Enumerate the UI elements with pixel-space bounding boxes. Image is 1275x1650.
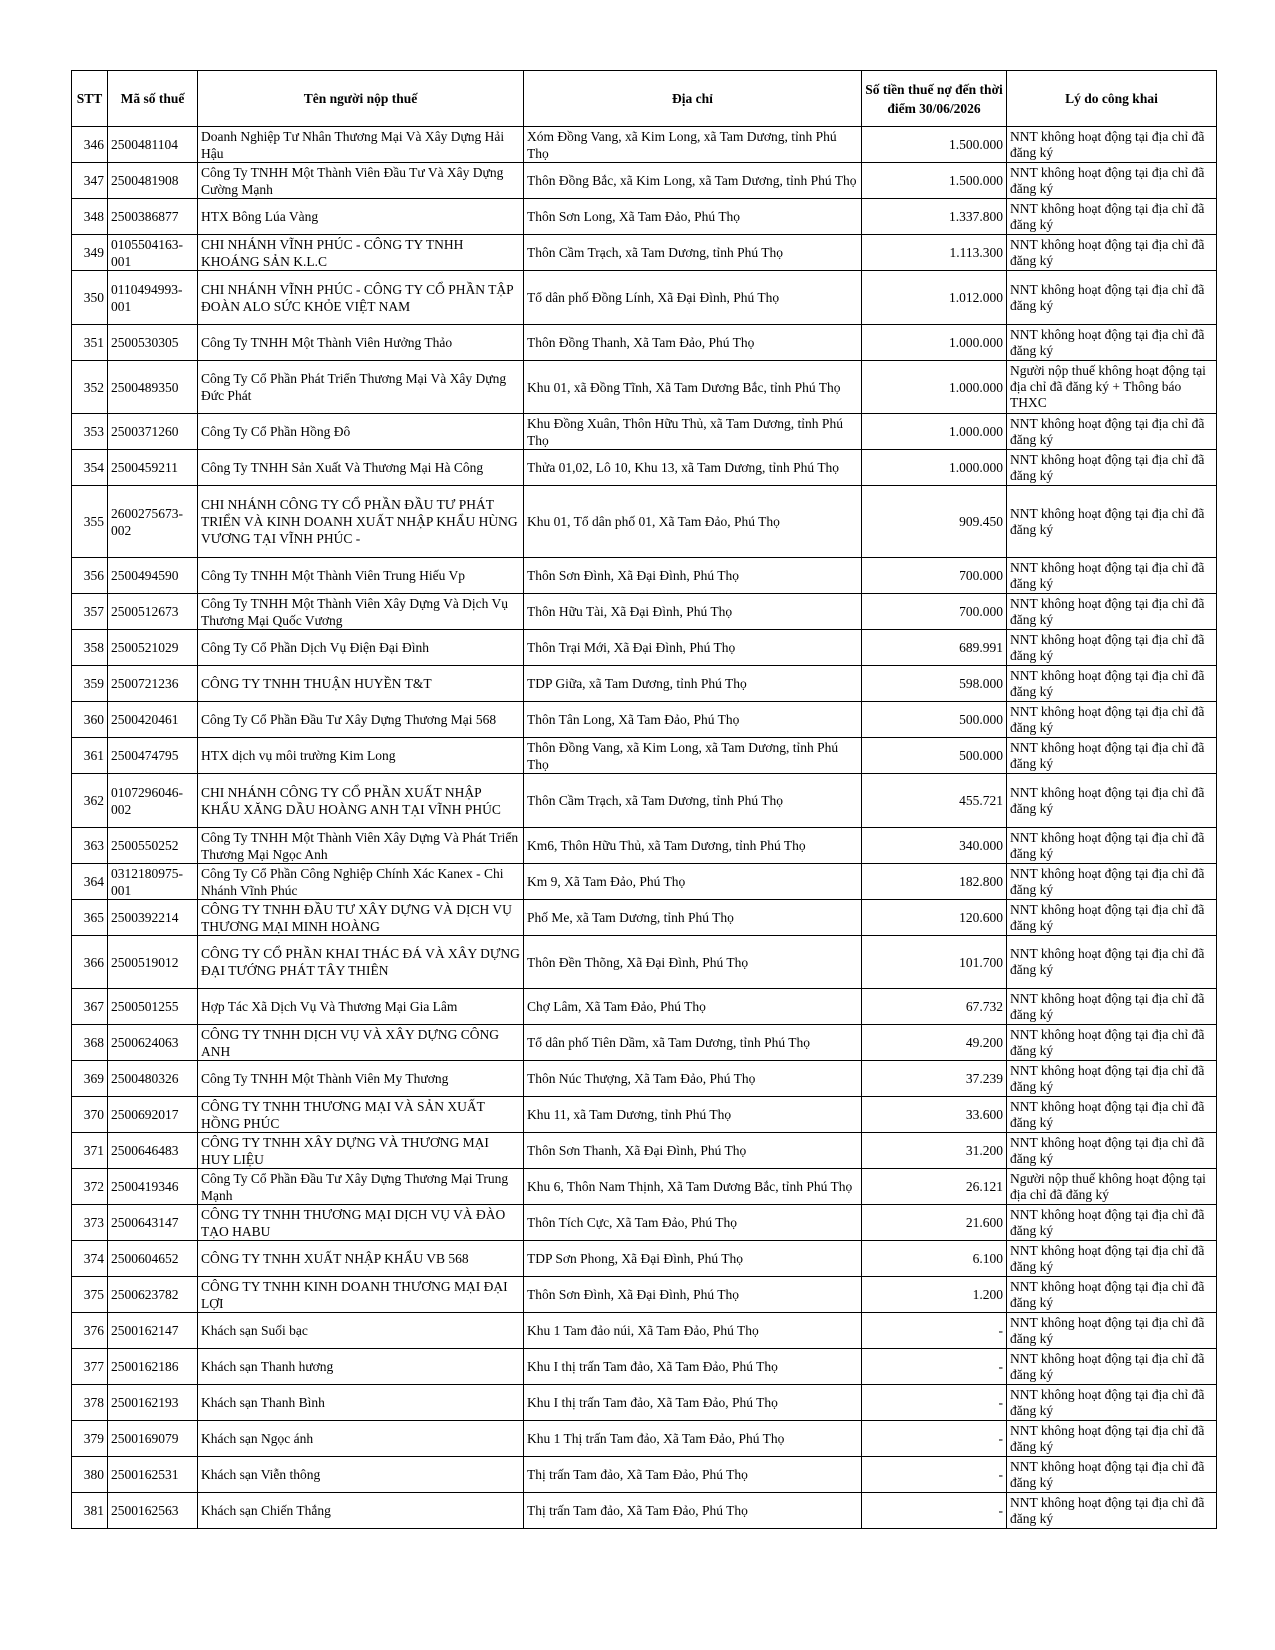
address-cell: Thửa 01,02, Lô 10, Khu 13, xã Tam Dương, tỉnh Phú Thọ [524,450,862,486]
debt-amount-cell: 33.600 [862,1097,1007,1133]
debt-amount-cell: 500.000 [862,702,1007,738]
tax-code-cell: 2500162147 [108,1313,198,1349]
address-cell: Km6, Thôn Hữu Thủ, xã Tam Dương, tỉnh Phú Thọ [524,828,862,864]
header-address: Địa chỉ [524,71,862,127]
table-row [72,594,1217,630]
row-number: 353 [72,414,108,450]
row-number: 362 [72,774,108,828]
taxpayer-name-cell: Công Ty Cổ Phần Đầu Tư Xây Dựng Thương Mại 568 [198,702,524,738]
taxpayer-name-cell: CÔNG TY TNHH XUẤT NHẬP KHẨU VB 568 [198,1241,524,1277]
address-cell: Tổ dân phố Tiên Dầm, xã Tam Dương, tỉnh Phú Thọ [524,1025,862,1061]
taxpayer-name-cell: Công Ty TNHH Một Thành Viên My Thương [198,1061,524,1097]
reason-cell: NNT không hoạt động tại địa chỉ đã đăng ký [1007,1205,1217,1241]
address-cell: Km 9, Xã Tam Đảo, Phú Thọ [524,864,862,900]
tax-code-cell: 2500721236 [108,666,198,702]
table-row [72,361,1217,414]
reason-cell: NNT không hoạt động tại địa chỉ đã đăng ký [1007,558,1217,594]
address-cell: Khu 1 Tam đảo núi, Xã Tam Đảo, Phú Thọ [524,1313,862,1349]
row-number: 354 [72,450,108,486]
reason-cell: NNT không hoạt động tại địa chỉ đã đăng ký [1007,864,1217,900]
taxpayer-name-cell: CÔNG TY TNHH DỊCH VỤ VÀ XÂY DỰNG CÔNG ANH [198,1025,524,1061]
taxpayer-name-cell: Công Ty Cổ Phần Công Nghiệp Chính Xác Kanex - Chi Nhánh Vĩnh Phúc [198,864,524,900]
tax-code-cell: 2500512673 [108,594,198,630]
tax-code-cell: 2500623782 [108,1277,198,1313]
address-cell: Khu 01, xã Đồng Tĩnh, Xã Tam Dương Bắc, tỉnh Phú Thọ [524,361,862,414]
tax-code-cell: 2500643147 [108,1205,198,1241]
address-cell: Khu 11, xã Tam Dương, tỉnh Phú Thọ [524,1097,862,1133]
debt-amount-cell: - [862,1313,1007,1349]
debt-amount-cell: 1.500.000 [862,127,1007,163]
address-cell: Thôn Đồng Bắc, xã Kim Long, xã Tam Dương, tỉnh Phú Thọ [524,163,862,199]
table-row [72,414,1217,450]
debt-amount-cell: 1.000.000 [862,414,1007,450]
tax-code-cell: 2500474795 [108,738,198,774]
table-row [72,199,1217,235]
reason-cell: NNT không hoạt động tại địa chỉ đã đăng ký [1007,1493,1217,1529]
debt-amount-cell: 500.000 [862,738,1007,774]
row-number: 356 [72,558,108,594]
taxpayer-name-cell: Công Ty Cổ Phần Đầu Tư Xây Dựng Thương Mại Trung Mạnh [198,1169,524,1205]
reason-cell: NNT không hoạt động tại địa chỉ đã đăng ký [1007,1313,1217,1349]
table-row [72,1205,1217,1241]
tax-code-cell: 2500481104 [108,127,198,163]
row-number: 381 [72,1493,108,1529]
taxpayer-name-cell: CÔNG TY TNHH THUẬN HUYỀN T&T [198,666,524,702]
debt-amount-cell: 120.600 [862,900,1007,936]
tax-code-cell: 2500459211 [108,450,198,486]
taxpayer-name-cell: CÔNG TY TNHH THƯƠNG MẠI VÀ SẢN XUẤT HỒNG PHÚC [198,1097,524,1133]
table-row [72,702,1217,738]
debt-amount-cell: 909.450 [862,486,1007,558]
address-cell: Thôn Đền Thõng, Xã Đại Đình, Phú Thọ [524,936,862,989]
taxpayer-name-cell: CÔNG TY CỔ PHẦN KHAI THÁC ĐÁ VÀ XÂY DỰNG ĐẠI TƯỚNG PHÁT TÂY THIÊN [198,936,524,989]
tax-code-cell: 2500521029 [108,630,198,666]
table-row [72,666,1217,702]
header-reason: Lý do công khai [1007,71,1217,127]
tax-code-cell: 0105504163-001 [108,235,198,271]
taxpayer-name-cell: Khách sạn Suối bạc [198,1313,524,1349]
reason-cell: NNT không hoạt động tại địa chỉ đã đăng ký [1007,1133,1217,1169]
reason-cell: NNT không hoạt động tại địa chỉ đã đăng ký [1007,1457,1217,1493]
tax-code-cell: 2500646483 [108,1133,198,1169]
header-tax-code: Mã số thuế [108,71,198,127]
reason-cell: NNT không hoạt động tại địa chỉ đã đăng ký [1007,1385,1217,1421]
table-header [72,71,1217,127]
table-row [72,1421,1217,1457]
tax-code-cell: 2500550252 [108,828,198,864]
row-number: 379 [72,1421,108,1457]
row-number: 351 [72,325,108,361]
tax-code-cell: 2500489350 [108,361,198,414]
table-row [72,235,1217,271]
reason-cell: NNT không hoạt động tại địa chỉ đã đăng ký [1007,1277,1217,1313]
table-row [72,163,1217,199]
table-row [72,127,1217,163]
tax-code-cell: 2500692017 [108,1097,198,1133]
taxpayer-name-cell: Khách sạn Ngọc ánh [198,1421,524,1457]
taxpayer-name-cell: Hợp Tác Xã Dịch Vụ Và Thương Mại Gia Lâm [198,989,524,1025]
tax-code-cell: 2500494590 [108,558,198,594]
table-row [72,1313,1217,1349]
tax-code-cell: 2500530305 [108,325,198,361]
row-number: 366 [72,936,108,989]
row-number: 372 [72,1169,108,1205]
table-row [72,558,1217,594]
taxpayer-name-cell: CHI NHÁNH CÔNG TY CỔ PHẦN ĐẦU TƯ PHÁT TRIỂN VÀ KINH DOANH XUẤT NHẬP KHẨU HÙNG VƯƠNG TẠI VĨNH PHÚC - [198,486,524,558]
debt-amount-cell: - [862,1493,1007,1529]
debt-amount-cell: 26.121 [862,1169,1007,1205]
debt-amount-cell: 1.000.000 [862,450,1007,486]
debt-amount-cell: - [862,1385,1007,1421]
debt-amount-cell: 1.200 [862,1277,1007,1313]
taxpayer-name-cell: CÔNG TY TNHH XÂY DỰNG VÀ THƯƠNG MẠI HUY LIỆU [198,1133,524,1169]
row-number: 357 [72,594,108,630]
reason-cell: NNT không hoạt động tại địa chỉ đã đăng ký [1007,1025,1217,1061]
reason-cell: NNT không hoạt động tại địa chỉ đã đăng ký [1007,414,1217,450]
table-row [72,1169,1217,1205]
table-row [72,486,1217,558]
row-number: 352 [72,361,108,414]
debt-amount-cell: 1.113.300 [862,235,1007,271]
debt-amount-cell: 101.700 [862,936,1007,989]
address-cell: Khu Đồng Xuân, Thôn Hữu Thủ, xã Tam Dương, tỉnh Phú Thọ [524,414,862,450]
address-cell: Chợ Lâm, Xã Tam Đảo, Phú Thọ [524,989,862,1025]
tax-code-cell: 0110494993-001 [108,271,198,325]
reason-cell: NNT không hoạt động tại địa chỉ đã đăng ký [1007,702,1217,738]
debt-amount-cell: 182.800 [862,864,1007,900]
table-row [72,989,1217,1025]
address-cell: Tổ dân phố Đồng Lính, Xã Đại Đình, Phú Thọ [524,271,862,325]
reason-cell: NNT không hoạt động tại địa chỉ đã đăng ký [1007,450,1217,486]
tax-debtor-table [71,70,1217,1529]
address-cell: Xóm Đồng Vang, xã Kim Long, xã Tam Dương, tỉnh Phú Thọ [524,127,862,163]
row-number: 370 [72,1097,108,1133]
row-number: 376 [72,1313,108,1349]
reason-cell: NNT không hoạt động tại địa chỉ đã đăng ký [1007,1421,1217,1457]
taxpayer-name-cell: CHI NHÁNH CÔNG TY CỔ PHẦN XUẤT NHẬP KHẨU XĂNG DẦU HOÀNG ANH TẠI VĨNH PHÚC [198,774,524,828]
row-number: 380 [72,1457,108,1493]
table-row [72,1493,1217,1529]
address-cell: TDP Sơn Phong, Xã Đại Đình, Phú Thọ [524,1241,862,1277]
address-cell: Thôn Cầm Trạch, xã Tam Dương, tỉnh Phú Thọ [524,774,862,828]
debt-amount-cell: 689.991 [862,630,1007,666]
debt-amount-cell: 340.000 [862,828,1007,864]
tax-code-cell: 2500624063 [108,1025,198,1061]
row-number: 361 [72,738,108,774]
taxpayer-name-cell: Khách sạn Thanh hương [198,1349,524,1385]
debt-amount-cell: 49.200 [862,1025,1007,1061]
taxpayer-name-cell: Công Ty TNHH Một Thành Viên Đầu Tư Và Xây Dựng Cường Mạnh [198,163,524,199]
reason-cell: NNT không hoạt động tại địa chỉ đã đăng ký [1007,774,1217,828]
table-row [72,828,1217,864]
reason-cell: NNT không hoạt động tại địa chỉ đã đăng ký [1007,1097,1217,1133]
reason-cell: NNT không hoạt động tại địa chỉ đã đăng ký [1007,828,1217,864]
taxpayer-name-cell: Khách sạn Viễn thông [198,1457,524,1493]
table-row [72,1385,1217,1421]
row-number: 348 [72,199,108,235]
table-row [72,774,1217,828]
taxpayer-name-cell: Công Ty TNHH Một Thành Viên Trung Hiếu Vp [198,558,524,594]
debt-amount-cell: 700.000 [862,594,1007,630]
table-row [72,936,1217,989]
taxpayer-name-cell: Công Ty TNHH Một Thành Viên Xây Dựng Và Dịch Vụ Thương Mại Quốc Vương [198,594,524,630]
debt-amount-cell: - [862,1349,1007,1385]
table-row [72,1241,1217,1277]
taxpayer-name-cell: Công Ty TNHH Một Thành Viên Xây Dựng Và Phát Triển Thương Mại Ngọc Anh [198,828,524,864]
debt-amount-cell: 67.732 [862,989,1007,1025]
taxpayer-name-cell: Công Ty TNHH Sản Xuất Và Thương Mại Hà Công [198,450,524,486]
taxpayer-name-cell: Công Ty TNHH Một Thành Viên Hưởng Thảo [198,325,524,361]
address-cell: Thị trấn Tam đảo, Xã Tam Đảo, Phú Thọ [524,1457,862,1493]
reason-cell: NNT không hoạt động tại địa chỉ đã đăng ký [1007,1349,1217,1385]
debt-amount-cell: 700.000 [862,558,1007,594]
debt-amount-cell: 6.100 [862,1241,1007,1277]
taxpayer-name-cell: CÔNG TY TNHH THƯƠNG MẠI DỊCH VỤ VÀ ĐÀO TẠO HABU [198,1205,524,1241]
taxpayer-name-cell: CÔNG TY TNHH KINH DOANH THƯƠNG MẠI ĐẠI LỢI [198,1277,524,1313]
reason-cell: NNT không hoạt động tại địa chỉ đã đăng ký [1007,127,1217,163]
row-number: 359 [72,666,108,702]
row-number: 368 [72,1025,108,1061]
reason-cell: NNT không hoạt động tại địa chỉ đã đăng ký [1007,666,1217,702]
tax-code-cell: 2500604652 [108,1241,198,1277]
tax-code-cell: 2500519012 [108,936,198,989]
debt-amount-cell: 455.721 [862,774,1007,828]
reason-cell: Người nộp thuế không hoạt động tại địa chỉ đã đăng ký + Thông báo THXC [1007,361,1217,414]
table-row [72,1457,1217,1493]
table-row [72,900,1217,936]
address-cell: Thôn Trại Mới, Xã Đại Đình, Phú Thọ [524,630,862,666]
address-cell: TDP Giữa, xã Tam Dương, tỉnh Phú Thọ [524,666,862,702]
table-row [72,738,1217,774]
row-number: 363 [72,828,108,864]
row-number: 365 [72,900,108,936]
row-number: 367 [72,989,108,1025]
address-cell: Thôn Hữu Tài, Xã Đại Đình, Phú Thọ [524,594,862,630]
address-cell: Thôn Cầm Trạch, xã Tam Dương, tỉnh Phú Thọ [524,235,862,271]
tax-code-cell: 2500162186 [108,1349,198,1385]
table-row [72,1025,1217,1061]
debt-amount-cell: 21.600 [862,1205,1007,1241]
tax-code-cell: 2500162563 [108,1493,198,1529]
address-cell: Thôn Đồng Thanh, Xã Tam Đảo, Phú Thọ [524,325,862,361]
row-number: 373 [72,1205,108,1241]
reason-cell: NNT không hoạt động tại địa chỉ đã đăng ký [1007,738,1217,774]
tax-code-cell: 2500386877 [108,199,198,235]
tax-code-cell: 2500169079 [108,1421,198,1457]
table-row [72,630,1217,666]
tax-code-cell: 2500420461 [108,702,198,738]
table-body [72,127,1217,1529]
reason-cell: NNT không hoạt động tại địa chỉ đã đăng ký [1007,936,1217,989]
debt-amount-cell: - [862,1421,1007,1457]
table-row [72,1061,1217,1097]
reason-cell: NNT không hoạt động tại địa chỉ đã đăng ký [1007,235,1217,271]
row-number: 355 [72,486,108,558]
table-row [72,450,1217,486]
row-number: 347 [72,163,108,199]
table-row [72,1097,1217,1133]
address-cell: Thôn Núc Thượng, Xã Tam Đảo, Phú Thọ [524,1061,862,1097]
taxpayer-name-cell: Công Ty Cổ Phần Hồng Đô [198,414,524,450]
taxpayer-name-cell: HTX Bông Lúa Vàng [198,199,524,235]
address-cell: Khu 1 Thị trấn Tam đảo, Xã Tam Đảo, Phú Thọ [524,1421,862,1457]
address-cell: Thôn Tân Long, Xã Tam Đảo, Phú Thọ [524,702,862,738]
taxpayer-name-cell: Công Ty Cổ Phần Phát Triển Thương Mại Và Xây Dựng Đức Phát [198,361,524,414]
address-cell: Thôn Sơn Long, Xã Tam Đảo, Phú Thọ [524,199,862,235]
debt-amount-cell: 1.000.000 [862,361,1007,414]
taxpayer-name-cell: Doanh Nghiệp Tư Nhân Thương Mại Và Xây Dựng Hải Hậu [198,127,524,163]
tax-code-cell: 2500162193 [108,1385,198,1421]
header-taxpayer-name: Tên người nộp thuế [198,71,524,127]
address-cell: Khu 6, Thôn Nam Thịnh, Xã Tam Dương Bắc, tỉnh Phú Thọ [524,1169,862,1205]
reason-cell: NNT không hoạt động tại địa chỉ đã đăng ký [1007,1061,1217,1097]
address-cell: Khu 01, Tổ dân phố 01, Xã Tam Đảo, Phú Thọ [524,486,862,558]
row-number: 358 [72,630,108,666]
reason-cell: NNT không hoạt động tại địa chỉ đã đăng ký [1007,271,1217,325]
table-row [72,325,1217,361]
address-cell: Thôn Đồng Vang, xã Kim Long, xã Tam Dương, tỉnh Phú Thọ [524,738,862,774]
reason-cell: NNT không hoạt động tại địa chỉ đã đăng ký [1007,163,1217,199]
table-row [72,271,1217,325]
debt-amount-cell: 1.500.000 [862,163,1007,199]
header-row [72,71,1217,127]
address-cell: Thôn Sơn Đình, Xã Đại Đình, Phú Thọ [524,1277,862,1313]
row-number: 378 [72,1385,108,1421]
row-number: 360 [72,702,108,738]
address-cell: Khu I thị trấn Tam đảo, Xã Tam Đảo, Phú Thọ [524,1349,862,1385]
taxpayer-name-cell: CHI NHÁNH VĨNH PHÚC - CÔNG TY TNHH KHOÁNG SẢN K.L.C [198,235,524,271]
header-debt-amount: Số tiền thuế nợ đến thời điểm 30/06/2026 [862,71,1007,127]
table-row [72,1133,1217,1169]
tax-code-cell: 2500419346 [108,1169,198,1205]
taxpayer-name-cell: Khách sạn Thanh Bình [198,1385,524,1421]
tax-code-cell: 2500480326 [108,1061,198,1097]
reason-cell: Người nộp thuế không hoạt động tại địa chỉ đã đăng ký [1007,1169,1217,1205]
taxpayer-name-cell: Công Ty Cổ Phần Dịch Vụ Điện Đại Đình [198,630,524,666]
row-number: 364 [72,864,108,900]
address-cell: Thôn Tích Cực, Xã Tam Đảo, Phú Thọ [524,1205,862,1241]
tax-code-cell: 0312180975-001 [108,864,198,900]
address-cell: Thôn Sơn Đình, Xã Đại Đình, Phú Thọ [524,558,862,594]
debt-amount-cell: - [862,1457,1007,1493]
debt-amount-cell: 1.000.000 [862,325,1007,361]
table-row [72,1349,1217,1385]
taxpayer-name-cell: Khách sạn Chiến Thắng [198,1493,524,1529]
tax-code-cell: 2500162531 [108,1457,198,1493]
reason-cell: NNT không hoạt động tại địa chỉ đã đăng ký [1007,325,1217,361]
reason-cell: NNT không hoạt động tại địa chỉ đã đăng ký [1007,1241,1217,1277]
reason-cell: NNT không hoạt động tại địa chỉ đã đăng ký [1007,486,1217,558]
taxpayer-name-cell: HTX dịch vụ môi trường Kim Long [198,738,524,774]
debt-amount-cell: 1.012.000 [862,271,1007,325]
row-number: 349 [72,235,108,271]
tax-debtor-table-page [71,70,1217,1529]
debt-amount-cell: 598.000 [862,666,1007,702]
row-number: 375 [72,1277,108,1313]
taxpayer-name-cell: CHI NHÁNH VĨNH PHÚC - CÔNG TY CỔ PHẦN TẬP ĐOÀN ALO SỨC KHỎE VIỆT NAM [198,271,524,325]
tax-code-cell: 0107296046-002 [108,774,198,828]
row-number: 346 [72,127,108,163]
debt-amount-cell: 37.239 [862,1061,1007,1097]
debt-amount-cell: 1.337.800 [862,199,1007,235]
address-cell: Thôn Sơn Thanh, Xã Đại Đình, Phú Thọ [524,1133,862,1169]
header-stt: STT [72,71,108,127]
reason-cell: NNT không hoạt động tại địa chỉ đã đăng ký [1007,199,1217,235]
row-number: 371 [72,1133,108,1169]
debt-amount-cell: 31.200 [862,1133,1007,1169]
tax-code-cell: 2500501255 [108,989,198,1025]
row-number: 374 [72,1241,108,1277]
tax-code-cell: 2500481908 [108,163,198,199]
tax-code-cell: 2600275673-002 [108,486,198,558]
table-row [72,1277,1217,1313]
row-number: 350 [72,271,108,325]
reason-cell: NNT không hoạt động tại địa chỉ đã đăng ký [1007,900,1217,936]
reason-cell: NNT không hoạt động tại địa chỉ đã đăng ký [1007,594,1217,630]
address-cell: Khu I thị trấn Tam đảo, Xã Tam Đảo, Phú Thọ [524,1385,862,1421]
table-row [72,864,1217,900]
row-number: 369 [72,1061,108,1097]
reason-cell: NNT không hoạt động tại địa chỉ đã đăng ký [1007,989,1217,1025]
tax-code-cell: 2500371260 [108,414,198,450]
taxpayer-name-cell: CÔNG TY TNHH ĐẦU TƯ XÂY DỰNG VÀ DỊCH VỤ THƯƠNG MẠI MINH HOÀNG [198,900,524,936]
address-cell: Phố Me, xã Tam Dương, tỉnh Phú Thọ [524,900,862,936]
tax-code-cell: 2500392214 [108,900,198,936]
row-number: 377 [72,1349,108,1385]
reason-cell: NNT không hoạt động tại địa chỉ đã đăng ký [1007,630,1217,666]
address-cell: Thị trấn Tam đảo, Xã Tam Đảo, Phú Thọ [524,1493,862,1529]
